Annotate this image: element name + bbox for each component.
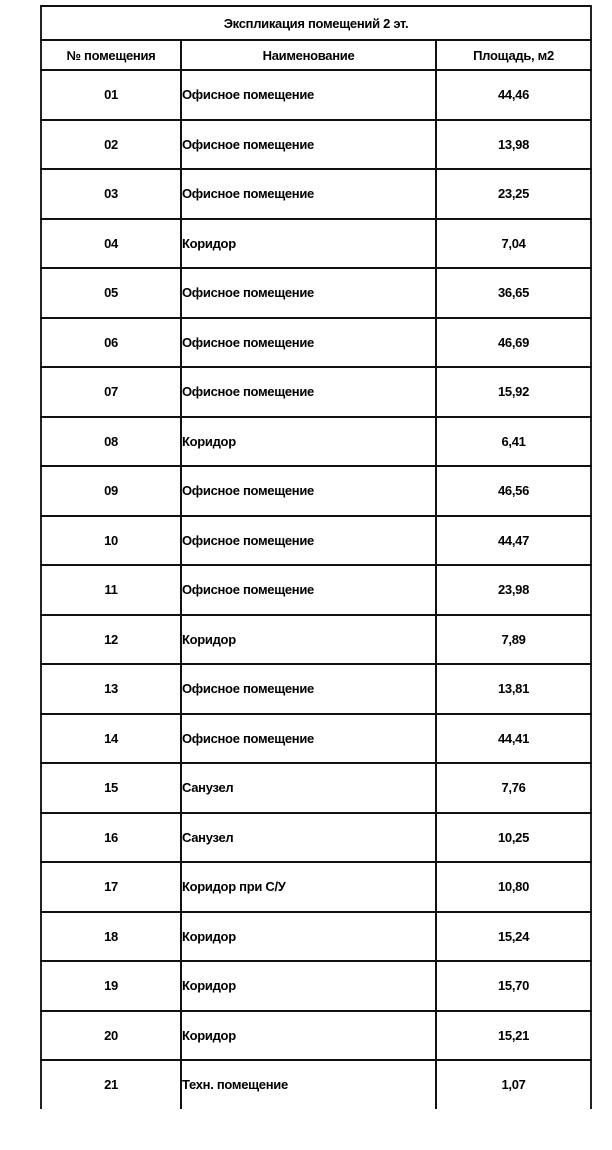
room-area-cell: 46,69 [436, 318, 591, 368]
room-number-cell: 15 [41, 763, 181, 813]
room-number-cell: 17 [41, 862, 181, 912]
room-number-cell: 11 [41, 565, 181, 615]
room-name-cell: Офисное помещение [181, 169, 436, 219]
table-row [41, 466, 591, 516]
table-row [41, 1060, 591, 1109]
room-area-cell: 46,56 [436, 466, 591, 516]
table-row [41, 714, 591, 764]
room-area-cell: 7,76 [436, 763, 591, 813]
room-area-cell: 15,70 [436, 961, 591, 1011]
room-name-cell: Офисное помещение [181, 664, 436, 714]
table-row [41, 268, 591, 318]
room-area-cell: 23,98 [436, 565, 591, 615]
room-number-cell: 12 [41, 615, 181, 665]
room-name-cell: Коридор [181, 615, 436, 665]
table-row [41, 862, 591, 912]
room-area-cell: 15,92 [436, 367, 591, 417]
room-number-cell: 04 [41, 219, 181, 269]
room-number-cell: 10 [41, 516, 181, 566]
room-name-cell: Офисное помещение [181, 120, 436, 170]
room-name-cell: Офисное помещение [181, 565, 436, 615]
room-name-cell: Коридор [181, 417, 436, 467]
room-number-cell: 20 [41, 1011, 181, 1061]
header-room-area: Площадь, м2 [436, 40, 591, 70]
room-name-cell: Офисное помещение [181, 367, 436, 417]
room-name-cell: Офисное помещение [181, 268, 436, 318]
room-name-cell: Офисное помещение [181, 318, 436, 368]
room-area-cell: 44,47 [436, 516, 591, 566]
room-area-cell: 23,25 [436, 169, 591, 219]
room-number-cell: 09 [41, 466, 181, 516]
table-row [41, 565, 591, 615]
room-area-cell: 44,46 [436, 70, 591, 120]
room-schedule-table [40, 5, 592, 1109]
room-number-cell: 06 [41, 318, 181, 368]
table-title-row [41, 6, 591, 40]
room-name-cell: Коридор [181, 912, 436, 962]
room-area-cell: 10,80 [436, 862, 591, 912]
room-area-cell: 15,24 [436, 912, 591, 962]
room-area-cell: 6,41 [436, 417, 591, 467]
table-row [41, 219, 591, 269]
table-row [41, 912, 591, 962]
room-number-cell: 03 [41, 169, 181, 219]
room-area-cell: 7,04 [436, 219, 591, 269]
room-area-cell: 44,41 [436, 714, 591, 764]
room-area-cell: 1,07 [436, 1060, 591, 1109]
room-name-cell: Коридор [181, 1011, 436, 1061]
room-number-cell: 01 [41, 70, 181, 120]
room-number-cell: 19 [41, 961, 181, 1011]
table-row [41, 120, 591, 170]
room-number-cell: 21 [41, 1060, 181, 1109]
table-row [41, 961, 591, 1011]
room-number-cell: 13 [41, 664, 181, 714]
table-row [41, 417, 591, 467]
table-row [41, 169, 591, 219]
header-room-number: № помещения [41, 40, 181, 70]
room-area-cell: 13,81 [436, 664, 591, 714]
room-name-cell: Коридор при С/У [181, 862, 436, 912]
room-area-cell: 7,89 [436, 615, 591, 665]
table-row [41, 70, 591, 120]
room-schedule-sheet [40, 5, 590, 1109]
room-name-cell: Санузел [181, 813, 436, 863]
table-row [41, 318, 591, 368]
room-name-cell: Коридор [181, 219, 436, 269]
room-name-cell: Техн. помещение [181, 1060, 436, 1109]
table-body [41, 70, 591, 1109]
room-name-cell: Офисное помещение [181, 70, 436, 120]
room-area-cell: 10,25 [436, 813, 591, 863]
table-row [41, 615, 591, 665]
table-row [41, 367, 591, 417]
table-row [41, 813, 591, 863]
room-number-cell: 08 [41, 417, 181, 467]
header-room-name: Наименование [181, 40, 436, 70]
table-title: Экспликация помещений 2 эт. [41, 6, 591, 40]
room-area-cell: 15,21 [436, 1011, 591, 1061]
table-row [41, 516, 591, 566]
room-name-cell: Офисное помещение [181, 516, 436, 566]
room-number-cell: 02 [41, 120, 181, 170]
room-name-cell: Санузел [181, 763, 436, 813]
room-number-cell: 14 [41, 714, 181, 764]
table-row [41, 664, 591, 714]
room-number-cell: 05 [41, 268, 181, 318]
table-header-row [41, 40, 591, 70]
room-area-cell: 13,98 [436, 120, 591, 170]
table-row [41, 763, 591, 813]
room-number-cell: 16 [41, 813, 181, 863]
room-name-cell: Коридор [181, 961, 436, 1011]
room-area-cell: 36,65 [436, 268, 591, 318]
room-name-cell: Офисное помещение [181, 714, 436, 764]
room-number-cell: 07 [41, 367, 181, 417]
table-row [41, 1011, 591, 1061]
room-number-cell: 18 [41, 912, 181, 962]
room-name-cell: Офисное помещение [181, 466, 436, 516]
